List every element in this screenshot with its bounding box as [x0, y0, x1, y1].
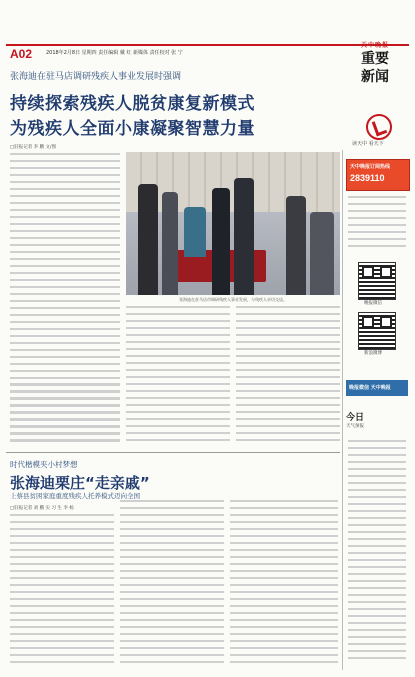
wechat-qr-label: 晚报微信 — [364, 301, 382, 306]
photo-caption: 张海迪在驻马店市调研残疾人事业发展，与残疾人亲切交谈。 — [179, 297, 287, 302]
section-brand — [348, 40, 402, 85]
section-name-line1: 重要 — [361, 51, 389, 67]
article2-column-2 — [120, 500, 224, 672]
article2-byline: □驻报记者 刘 鹏 实 习 生 李 杨 — [10, 506, 74, 511]
article2-headline: 张海迪栗庄“走亲戚” — [10, 474, 150, 492]
ad-title: 天中晚报订阅热线 — [350, 164, 391, 170]
article1-headline-line2: 为残疾人全面小康凝聚智慧力量 — [10, 119, 255, 139]
newspaper-logo-icon — [366, 114, 392, 140]
wechat-banner — [346, 380, 408, 396]
weibo-qr-label: 新浪微博 — [364, 351, 382, 356]
article2-kicker: 时代楷模夹小村梦想 — [10, 460, 78, 469]
sidebar-info-text — [348, 196, 406, 252]
sidebar-slogan: 读天中 看天下 — [352, 141, 384, 147]
wechat-qr-code[interactable] — [358, 262, 396, 300]
article2-column-3 — [230, 500, 338, 672]
wechat-banner-text: 晚报微信 天中晚报 — [349, 385, 391, 391]
section-name-line2: 新闻 — [361, 69, 389, 85]
weather-label: 天气预报 — [346, 424, 364, 429]
page-number: A02 — [10, 47, 33, 61]
article2-subhead: 上蔡县贫困家庭重度残疾人托养模式迈向全国 — [10, 492, 140, 500]
weather-box — [346, 410, 364, 429]
ad-phone: 2839110 — [350, 173, 385, 183]
article1-byline: □驻报记者 李 鹏 文/图 — [10, 145, 57, 150]
brand-title: 天中晚报 — [360, 42, 389, 49]
article-divider — [6, 452, 340, 453]
article1-column-1 — [10, 153, 120, 445]
weibo-qr-code[interactable] — [358, 312, 396, 350]
dateline: 2018年2月8日 星期四 责任编辑 戴 红 新媒体 责任校对 张 宁 — [46, 50, 183, 56]
article1-kicker: 张海迪在驻马店调研残疾人事业发展时强调 — [10, 72, 182, 82]
article1-photo — [126, 152, 340, 295]
subscription-ad[interactable] — [346, 159, 410, 191]
article1-column-2 — [126, 306, 230, 446]
sidebar-rule — [342, 150, 343, 670]
article1-headline-line1: 持续探索残疾人脱贫康复新模式 — [10, 94, 255, 114]
weather-day: 今日 — [346, 413, 365, 423]
weather-list — [348, 440, 406, 670]
article2-column-1 — [10, 514, 114, 672]
article1-column-3 — [236, 306, 340, 446]
